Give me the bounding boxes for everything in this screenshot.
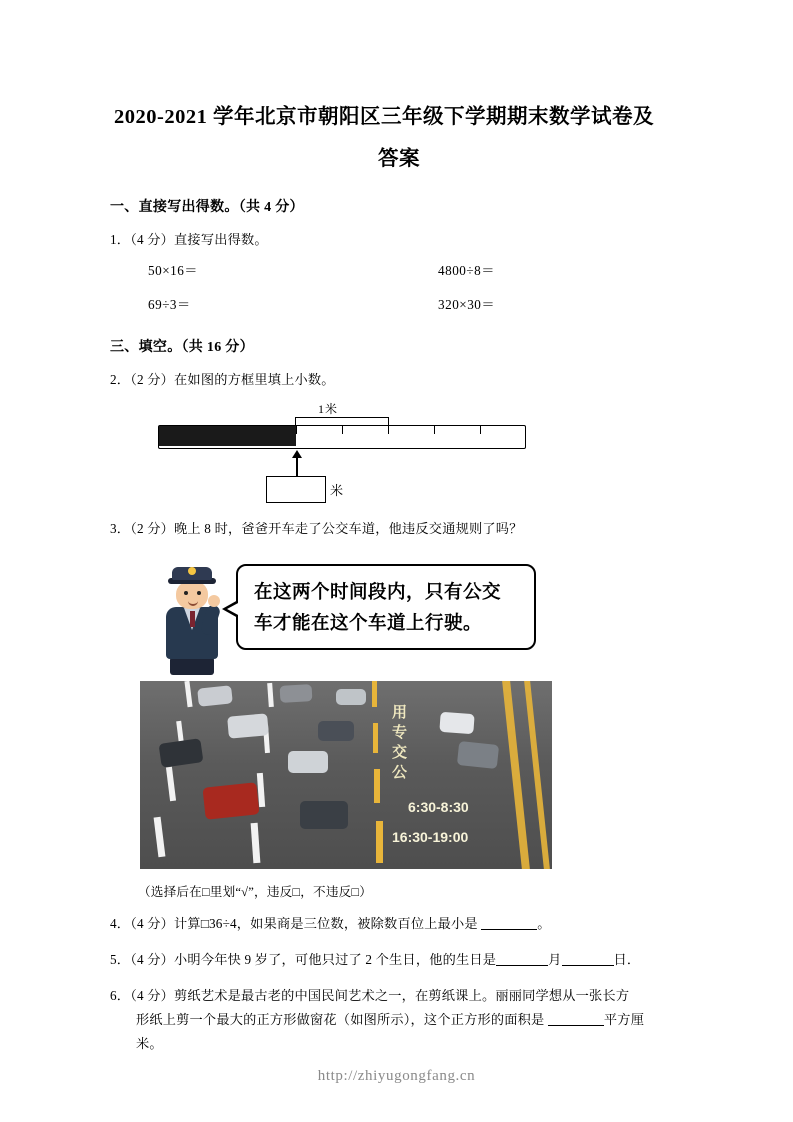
- car-icon: [159, 738, 204, 768]
- ruler-tick-4: [434, 425, 435, 434]
- car-icon: [336, 689, 366, 705]
- question-5-blank-month[interactable]: [496, 951, 548, 966]
- question-5-blank-day[interactable]: [562, 951, 614, 966]
- car-icon: [300, 801, 348, 829]
- ruler-unit-label: 米: [330, 483, 344, 498]
- road-time-1: 6:30-8:30: [408, 799, 469, 815]
- car-icon: [318, 721, 354, 741]
- question-3: [110, 517, 688, 541]
- question-5-number: 5．: [110, 952, 131, 967]
- traffic-figure: [140, 551, 552, 869]
- ruler-tick-5: [480, 425, 481, 434]
- calc-2-left: 69÷3＝: [148, 297, 191, 312]
- question-6-line-3: [110, 1032, 688, 1056]
- road-time-2: 16:30-19:00: [392, 829, 469, 845]
- question-1-calc-row-2: [110, 290, 688, 320]
- question-6-text-c: 平方厘: [603, 1012, 645, 1027]
- question-2-number: 2．: [110, 372, 131, 387]
- policeman-icon: [154, 561, 234, 676]
- question-4-text-b: 。: [537, 916, 551, 931]
- question-6-text-b: 形纸上剪一个最大的正方形做窗花（如图所示），这个正方形的面积是: [136, 1012, 545, 1027]
- road-text-bus-lane: 用 专 交 公: [392, 704, 409, 781]
- ruler-figure: [140, 400, 540, 505]
- question-6-number: 6．: [110, 988, 131, 1003]
- question-5-text-c: 日．: [613, 952, 641, 967]
- car-icon: [197, 685, 233, 706]
- ruler-tick-1: [296, 425, 297, 434]
- ruler-length-label: 1米: [318, 402, 339, 416]
- car-icon: [202, 782, 259, 819]
- question-6-line-2: [110, 1008, 688, 1032]
- question-3-note: （选择后在□里划“√”，违反□，不违反□）: [138, 885, 373, 899]
- question-1-number: 1．: [110, 232, 131, 247]
- question-6-blank[interactable]: [548, 1011, 604, 1026]
- question-5-text-a: （4 分）小明今年快 9 岁了，可他只过了 2 个生日，他的生日是: [130, 952, 497, 967]
- question-5-text-b: 月: [548, 952, 562, 967]
- ruler-tick-2: [342, 425, 343, 434]
- question-1-text: （4 分）直接写出得数。: [130, 232, 268, 247]
- question-4-text-a: （4 分）计算□36÷4，如果商是三位数，被除数百位上最小是: [130, 916, 478, 931]
- page-title-line1: 2020-2021 学年北京市朝阳区三年级下学期期末数学试卷及: [114, 106, 654, 128]
- question-4-number: 4．: [110, 916, 131, 931]
- question-3-text: （2 分）晚上 8 时，爸爸开车走了公交车道，他违反交通规则了吗？: [130, 521, 523, 536]
- question-2-text: （2 分）在如图的方框里填上小数。: [130, 372, 335, 387]
- question-4-blank[interactable]: [481, 915, 537, 930]
- ruler-shaded-part: [159, 426, 296, 446]
- page-title: [110, 96, 688, 180]
- speech-line-2: 车才能在这个车道上行驶。: [254, 612, 483, 633]
- car-icon: [457, 741, 499, 769]
- answer-box[interactable]: [266, 476, 326, 503]
- speech-bubble: [236, 564, 536, 650]
- document-content: [110, 96, 688, 1056]
- cartoon-area: [140, 551, 552, 681]
- car-icon: [288, 751, 328, 773]
- calc-2-right: 320×30＝: [438, 297, 496, 312]
- calc-1-right: 4800÷8＝: [438, 263, 495, 278]
- car-icon: [280, 684, 313, 703]
- question-1: [110, 228, 688, 252]
- calc-1-left: 50×16＝: [148, 263, 198, 278]
- section-heading-1: 一、直接写出得数。（共 4 分）: [110, 200, 304, 215]
- question-5: [110, 948, 688, 972]
- car-icon: [227, 713, 269, 738]
- section-heading-2: 三、填空。（共 16 分）: [110, 340, 254, 355]
- question-4: [110, 912, 688, 936]
- question-1-calc-row-1: [110, 256, 688, 286]
- question-6: [110, 984, 688, 1056]
- question-2: [110, 368, 688, 392]
- ruler-tick-3: [388, 425, 389, 434]
- car-icon: [439, 712, 474, 734]
- question-6-text-a: （4 分）剪纸艺术是最古老的中国民间艺术之一，在剪纸课上。丽丽同学想从一张长方: [130, 988, 630, 1003]
- road-photo: [140, 681, 552, 869]
- question-3-number: 3．: [110, 521, 131, 536]
- speech-line-1: 在这两个时间段内，只有公交: [254, 581, 502, 602]
- footer-url: http://zhiyugongfang.cn: [317, 1068, 476, 1084]
- page-title-line2: 答案: [378, 148, 420, 170]
- question-6-text-d: 米。: [136, 1036, 163, 1051]
